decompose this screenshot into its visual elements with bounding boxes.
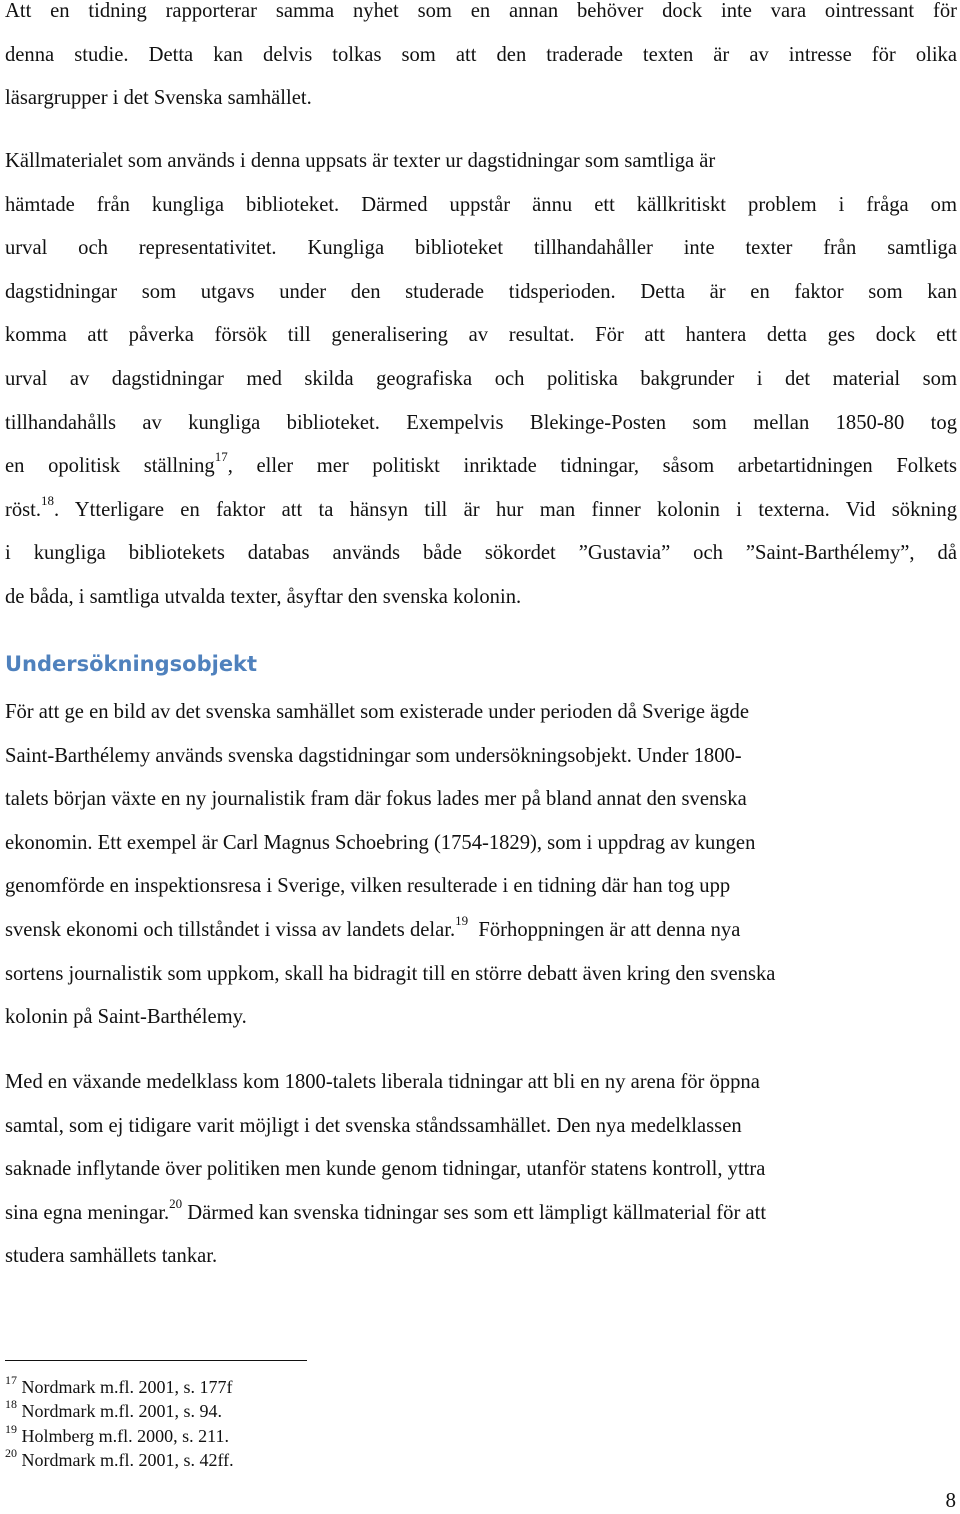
text-run: röst. [5,498,42,521]
text-line: studera samhällets tankar. [5,1245,218,1268]
paragraph-1 [5,0,957,121]
footnote-ref-17[interactable]: 17 [214,449,228,465]
text-line: hämtade från kungliga biblioteket. Därmed uppstår ännu ett källkritiskt problem i fråga om [5,193,957,216]
text-line: Saint-Barthélemy används svenska dagstidningar som undersökningsobjekt. Under 1800- [5,744,742,767]
text-run: Därmed kan svenska tidningar ses som ett lämpligt källmaterial för att [187,1201,767,1224]
text-line: urval och representativitet. Kungliga biblioteket tillhandahåller inte texter från samtliga [5,237,957,260]
footnote-item [5,1399,234,1423]
text-line: tillhandahålls av kungliga biblioteket. Exempelvis Blekinge-Posten som mellan 1850-80 tog [5,411,957,434]
text-line [5,445,957,489]
text-line: dagstidningar som utgavs under den studerade tidsperioden. Detta är en faktor som kan [5,280,957,303]
text-line: de båda, i samtliga utvalda texter, åsyftar den svenska kolonin. [5,585,522,608]
footnotes-list [5,1375,234,1472]
text-line: ekonomin. Ett exempel är Carl Magnus Schoebring (1754-1829), som i uppdrag av kungen [5,831,756,854]
text-line: läsargrupper i det Svenska samhället. [5,87,312,110]
text-line: genomförde en inspektionsresa i Sverige, vilken resulterade i en tidning där han tog upp [5,875,731,898]
paragraph-2 [5,140,957,620]
text-line: Källmaterialet som används i denna uppsats är texter ur dagstidningar som samtliga är [5,150,716,172]
footnote-number: 18 [5,1397,17,1412]
footnote-item [5,1421,234,1448]
text-line: i kungliga bibliotekets databas används både sökordet ”Gustavia” och ”Saint-Barthélemy”, då [5,542,957,565]
footnote-separator [5,1360,307,1361]
text-line [5,489,957,533]
footnote-number: 20 [5,1445,17,1460]
section-heading: Undersökningsobjekt [5,652,258,676]
text-line: För att ge en bild av det svenska samhället som existerade under perioden då Sverige ägde [5,701,749,723]
paragraph-4 [5,1061,957,1279]
text-line: Att en tidning rapporterar samma nyhet som en annan behöver dock inte vara ointressant för [5,0,957,22]
text-line: denna studie. Detta kan delvis tolkas som att den traderade texten är av intresse för olika [5,43,957,66]
text-line: kolonin på Saint-Barthélemy. [5,1006,247,1029]
text-line: Med en växande medelklass kom 1800-talets liberala tidningar att bli en ny arena för öppna [5,1071,760,1093]
text-run: en opolitisk ställning [5,455,215,478]
footnote-item [5,1375,234,1399]
footnote-text: Nordmark m.fl. 2001, s. 177f [21,1377,233,1397]
footnote-ref-20[interactable]: 20 [169,1195,183,1211]
text-run: . Ytterligare en faktor att ta hänsyn till är hur man finner kolonin i texterna. Vid sökning [54,498,957,521]
footnote-number: 17 [5,1373,17,1387]
footnote-text: Nordmark m.fl. 2001, s. 42ff. [21,1449,234,1470]
footnote-number: 19 [5,1421,17,1436]
footnote-ref-18[interactable]: 18 [41,492,55,508]
text-line: samtal, som ej tidigare varit möjligt i det svenska ståndssamhället. Den nya medelklassen [5,1114,742,1137]
text-run: svensk ekonomi och tillståndet i vissa av landets delar. [5,918,456,941]
footnote-text: Holmberg m.fl. 2000, s. 211. [21,1425,229,1446]
text-line [5,1192,957,1236]
text-line: talets början växte en ny journalistik fram där fokus lades mer på bland annat den svenska [5,788,747,811]
footnote-text: Nordmark m.fl. 2001, s. 94. [21,1401,222,1422]
text-line: urval av dagstidningar med skilda geografiska och politiska bakgrunder i det material som [5,367,957,390]
text-line: saknade inflytande över politiken men kunde genom tidningar, utanför statens kontroll, yttra [5,1158,766,1181]
text-line [5,909,957,953]
text-line: sortens journalistik som uppkom, skall ha bidragit till en större debatt även kring den svenska [5,962,776,985]
footnote-ref-19[interactable]: 19 [455,913,469,929]
page-number: 8 [945,1488,956,1512]
text-line: komma att påverka försök till generalisering av resultat. För att hantera detta ges dock ett [5,324,957,347]
text-run: Förhoppningen är att denna nya [478,918,741,941]
paragraph-3 [5,691,957,1040]
text-run: , eller mer politiskt inriktade tidningar, såsom arbetartidningen Folkets [227,455,957,478]
text-run: sina egna meningar. [5,1201,170,1224]
footnote-item [5,1445,234,1472]
